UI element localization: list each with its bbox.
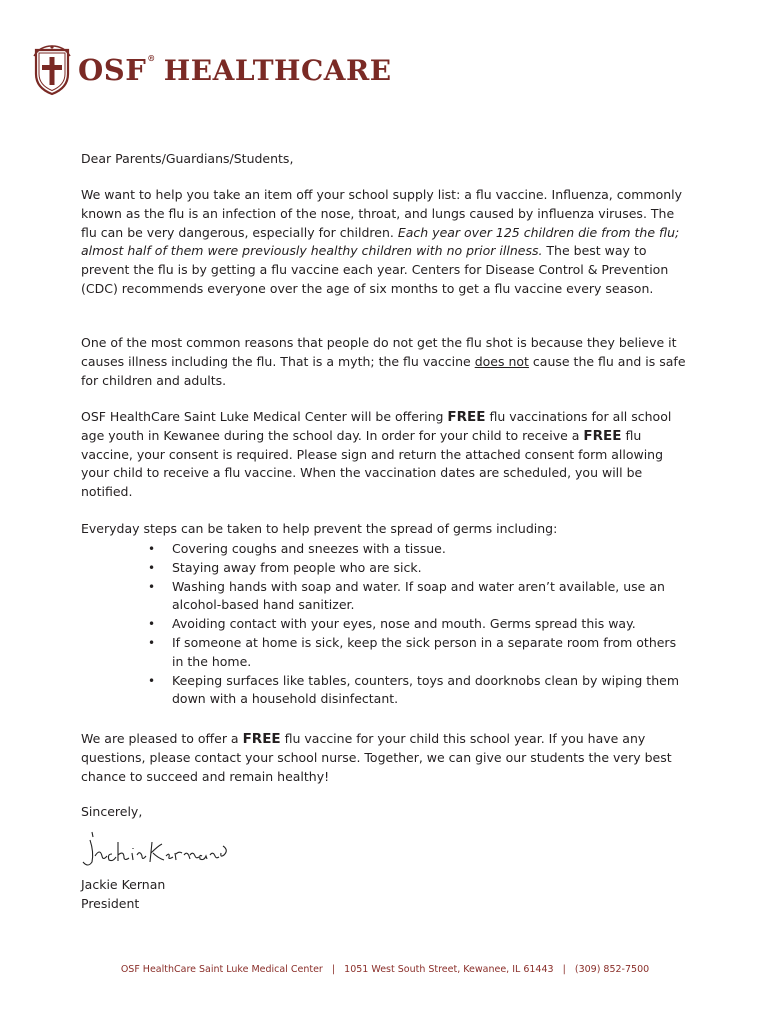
list-item: • Washing hands with soap and water. If soap and water aren’t available, use an alcohol-based hand sanitizer. xyxy=(148,578,665,613)
bullet-icon: • xyxy=(148,635,156,650)
bullet-icon: • xyxy=(148,542,156,556)
bullet-icon: • xyxy=(148,673,156,688)
salutation: Dear Parents/Guardians/Students, xyxy=(81,151,294,166)
list-item: • Avoiding contact with your eyes, nose and mouth. Germs spread this way. xyxy=(148,615,688,634)
free-emphasis: FREE xyxy=(583,427,622,444)
free-emphasis: FREE xyxy=(447,409,486,425)
osf-shield-emblem-icon xyxy=(32,44,72,96)
list-item: • If someone at home is sick, keep the sick person in a separate room from others in the home. xyxy=(148,634,677,669)
signer-block xyxy=(81,876,691,914)
closing: Sincerely, xyxy=(81,804,143,819)
osf-logo xyxy=(32,44,392,96)
signer-name: Jackie Kernan xyxy=(81,877,166,892)
paragraph-flu-intro: We want to help you take an item off your school supply list: a flu vaccine. Influenza, commonly known as the flu is an infection of the nose, throat, and lungs caused by influenza viruses. The flu can be very dangerous, especially for children. Each year over 125 children die from the flu; almost half of them were previously healthy children with no prior illness. The best way to prevent the flu is by getting a flu vaccine each year. Centers for Disease Control & Prevention (CDC) recommends everyone over the age of six months to get a flu vaccine every season. xyxy=(81,187,683,296)
footer-address: OSF HealthCare Saint Luke Medical Center | 1051 West South Street, Kewanee, IL 61443 | (309) 852-7500 xyxy=(120,964,650,975)
bullet-icon: • xyxy=(148,579,156,594)
healthcare-wordmark: HEALTHCARE xyxy=(163,54,392,87)
bullet-icon: • xyxy=(148,617,156,632)
paragraph-offering: OSF HealthCare Saint Luke Medical Center will be offering FREE flu vaccinations for all school age youth in Kewanee during the school day. In order for your child to receive a FREE flu vaccine, your consent is required. Please sign and return the attached consent form allowing your child to receive a flu vaccine. When the vaccination dates are scheduled, you will be notified. xyxy=(81,409,672,500)
list-item: • Keeping surfaces like tables, counters, toys and doorknobs clean by wiping them down with a household disinfectant. xyxy=(148,672,679,707)
prevention-steps-list xyxy=(148,540,688,709)
paragraph-closing-offer: We are pleased to offer a FREE flu vaccine for your child this school year. If you have any questions, please contact your school nurse. Together, we can give our students the very best chance to succeed and remain healthy! xyxy=(81,731,672,784)
osf-wordmark: OSF® HEALTHCARE xyxy=(78,53,392,87)
paragraph-myth: One of the most common reasons that people do not get the flu shot is because they believe it causes illness including the flu. That is a myth; the flu vaccine does not cause the flu and is safe for children and adults. xyxy=(81,335,686,388)
list-item: • Staying away from people who are sick. xyxy=(148,559,688,578)
free-emphasis: FREE xyxy=(242,731,281,747)
handwritten-signature xyxy=(80,828,230,870)
underlined-does-not: does not xyxy=(474,353,529,369)
signer-title: President xyxy=(81,895,140,911)
list-item: • Covering coughs and sneezes with a tissue. xyxy=(148,540,688,559)
italic-statistic: Each year over 125 children die from the flu; almost half of them were previously healthy children with no prior illness. xyxy=(81,224,680,259)
paragraph-everyday-steps: Everyday steps can be taken to help prevent the spread of germs including: xyxy=(81,521,558,536)
bullet-icon: • xyxy=(148,560,156,575)
